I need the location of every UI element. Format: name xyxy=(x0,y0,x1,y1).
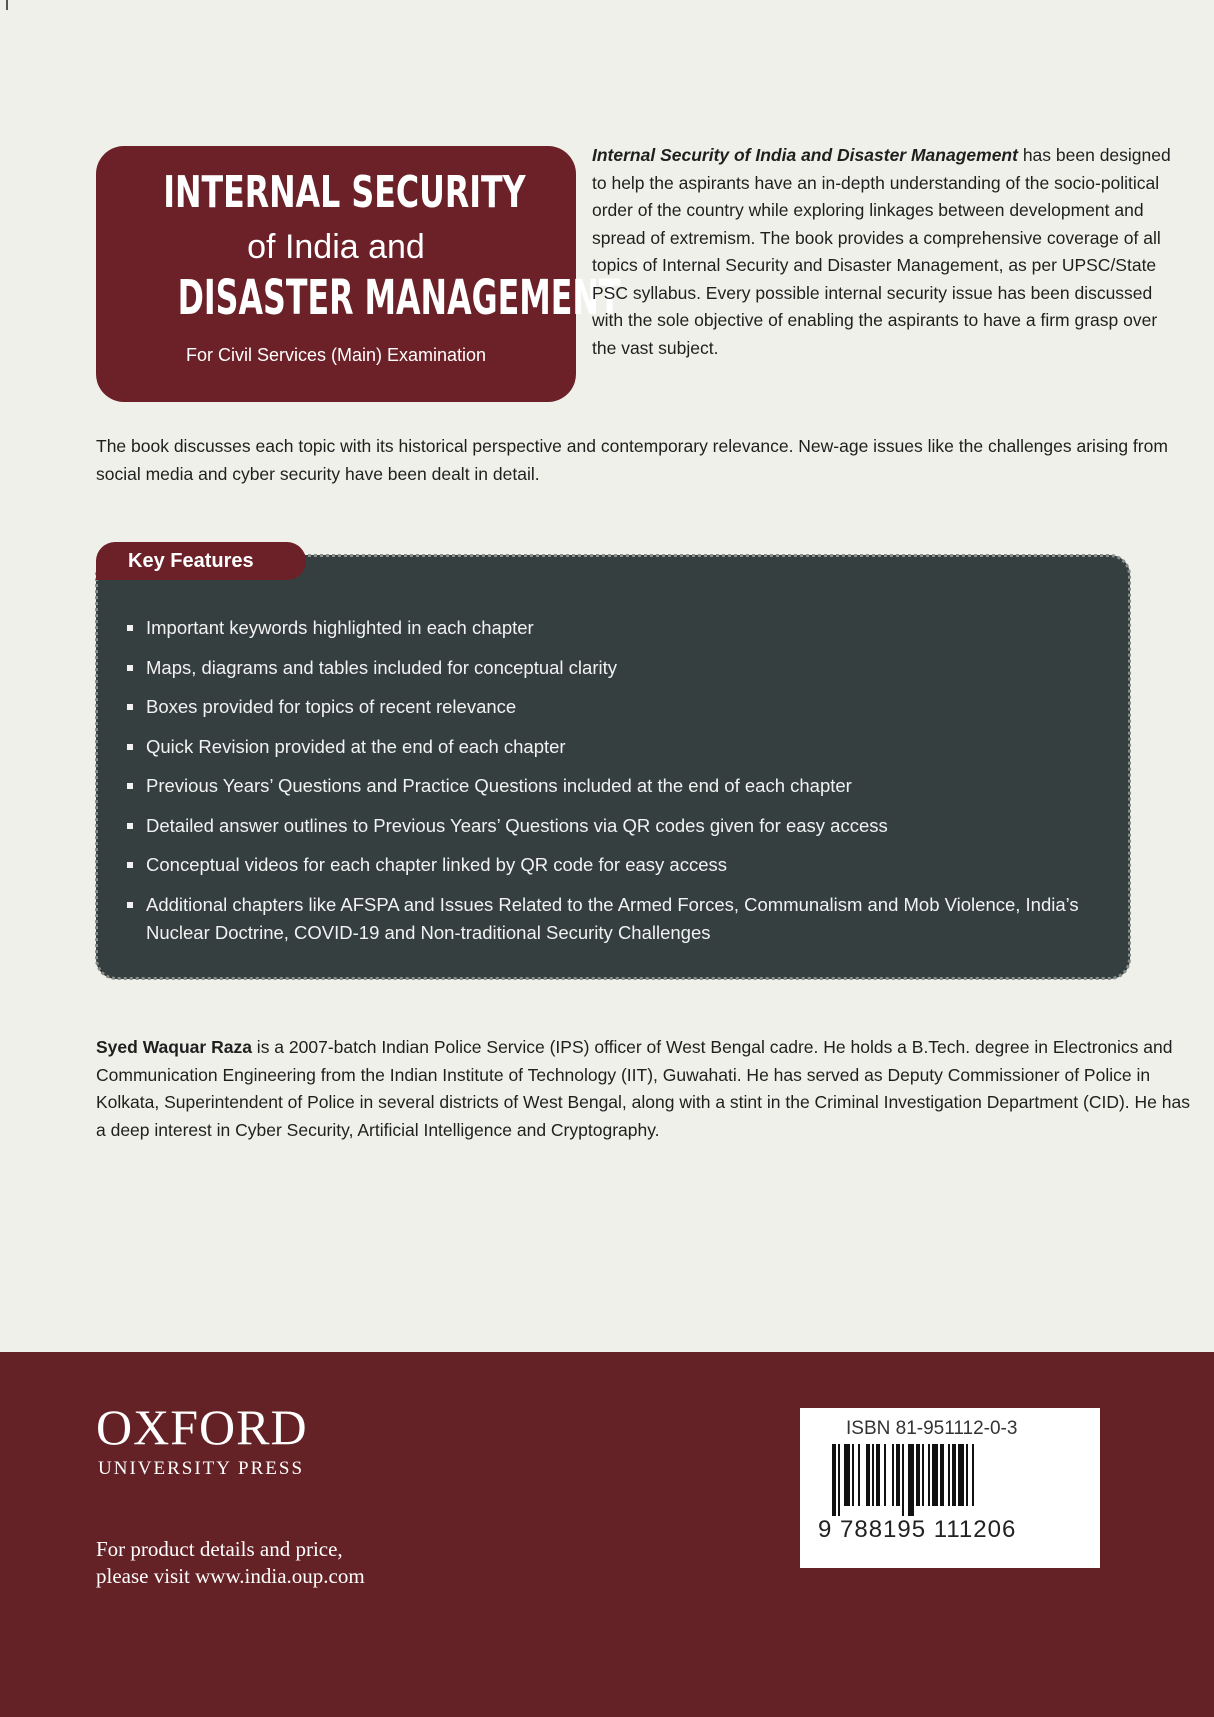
title-subtitle: For Civil Services (Main) Examination xyxy=(185,345,487,365)
barcode-bar xyxy=(952,1444,956,1506)
barcode-bar xyxy=(876,1444,880,1506)
barcode-bar xyxy=(940,1444,944,1506)
barcode-bar xyxy=(892,1444,894,1506)
oxford-logo: OXFORD xyxy=(96,1399,308,1455)
barcode-icon xyxy=(830,1444,1070,1516)
barcode-bar xyxy=(958,1444,964,1506)
barcode-bar xyxy=(858,1444,860,1506)
barcode-bar xyxy=(872,1444,874,1506)
barcode-bar xyxy=(884,1444,886,1506)
barcode-bar xyxy=(916,1444,920,1506)
barcode-bar xyxy=(908,1444,914,1516)
feature-item: Boxes provided for topics of recent relevance xyxy=(124,693,1114,722)
publisher-visit-note xyxy=(96,1536,365,1590)
barcode-box xyxy=(800,1408,1100,1568)
feature-item: Important keywords highlighted in each chapter xyxy=(124,614,1114,643)
feature-item: Quick Revision provided at the end of each chapter xyxy=(124,733,1114,762)
key-features-list xyxy=(124,614,1114,959)
feature-item: Additional chapters like AFSPA and Issues Related to the Armed Forces, Communalism and Mob Violence, India’s Nuclear Doctrine, COVID-19 and Non-traditional Security Challenges xyxy=(124,891,1114,948)
title-line-2: of India and xyxy=(247,228,425,266)
barcode-bar xyxy=(852,1444,854,1506)
author-bio xyxy=(96,1034,1190,1144)
feature-item: Conceptual videos for each chapter linked by QR code for easy access xyxy=(124,851,1114,880)
barcode-bar xyxy=(896,1444,900,1506)
barcode-bar xyxy=(832,1444,836,1516)
author-bio-text: is a 2007-batch Indian Police Service (IPS) officer of West Bengal cadre. He holds a B.Tech. degree in Electronics and Communication Engineering from the Indian Institute of Technology (IIT), Guwahati. He has served as Deputy Commissioner of Police in Kolkata, Superintendent of Police in several districts of West Bengal, along with a stint in the Criminal Investigation Department (CID). He has a deep interest in Cyber Security, Artificial Intelligence and Cryptography. xyxy=(96,1037,1190,1140)
feature-item: Previous Years’ Questions and Practice Questions included at the end of each chapter xyxy=(124,772,1114,801)
title-line-1: INTERNAL SECURITY xyxy=(163,167,526,218)
barcode-bar xyxy=(972,1444,974,1506)
title-line-3: DISASTER MANAGEMENT xyxy=(177,270,621,326)
title-box xyxy=(96,146,621,402)
visit-line-2: please visit www.india.oup.com xyxy=(96,1564,365,1588)
blurb-text: has been designed to help the aspirants have an in-depth understanding of the socio-political order of the country while exploring linkages between development and spread of extremism. The book provides a comprehensive coverage of all topics of Internal Security and Disaster Management, as per UPSC/State PSC syllabus. Every possible internal security issue has been discussed with the sole objective of enabling the aspirants to have a firm grasp over the vast subject. xyxy=(592,145,1171,358)
blurb-book-title: Internal Security of India and Disaster Management xyxy=(592,145,1018,165)
feature-item: Detailed answer outlines to Previous Years’ Questions via QR codes given for easy access xyxy=(124,812,1114,841)
publisher-subname: UNIVERSITY PRESS xyxy=(98,1458,305,1479)
book-blurb xyxy=(592,142,1182,362)
barcode-bar xyxy=(902,1444,904,1516)
isbn-label: ISBN 81-951112-0-3 xyxy=(846,1418,1018,1439)
barcode-number: 9 788195 111206 xyxy=(818,1516,1017,1543)
barcode-bar xyxy=(922,1444,924,1506)
book-description: The book discusses each topic with its historical perspective and contemporary relevance. New-age issues like the challenges arising from social media and cyber security have been dealt in detail. xyxy=(96,436,1168,484)
crop-mark xyxy=(6,0,8,10)
barcode-bar xyxy=(844,1444,850,1506)
barcode-bar xyxy=(966,1444,968,1506)
barcode-bar xyxy=(838,1444,840,1516)
key-features-heading: Key Features xyxy=(96,542,306,580)
author-name: Syed Waquar Raza xyxy=(96,1037,252,1057)
barcode-bar xyxy=(932,1444,938,1506)
visit-line-1: For product details and price, xyxy=(96,1537,343,1561)
barcode-bar xyxy=(866,1444,870,1506)
feature-item: Maps, diagrams and tables included for conceptual clarity xyxy=(124,654,1114,683)
barcode-bar xyxy=(928,1444,930,1506)
barcode-bar xyxy=(948,1444,950,1506)
